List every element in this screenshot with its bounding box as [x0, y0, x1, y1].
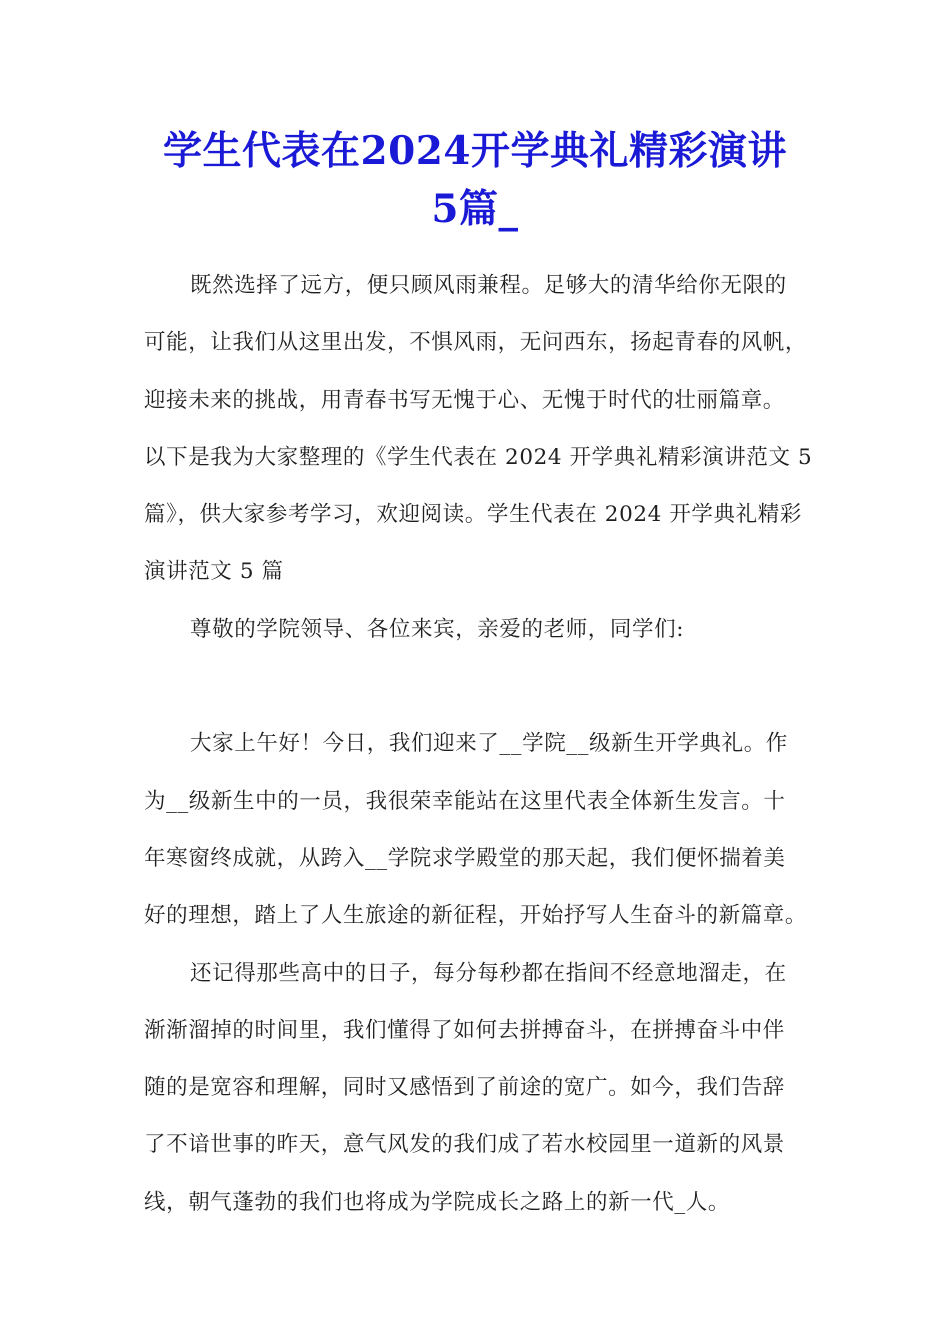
paragraph-line: 尊敬的学院领导、各位来宾，亲爱的老师，同学们:: [190, 616, 685, 642]
paragraph-line: 了不谙世事的昨天，意气风发的我们成了若水校园里一道新的风景: [144, 1132, 785, 1158]
paragraph-line: 以下是我为大家整理的《学生代表在 2024 开学典礼精彩演讲范文 5: [144, 444, 813, 470]
paragraph-line: 为__级新生中的一员，我很荣幸能站在这里代表全体新生发言。十: [144, 788, 786, 814]
paragraph: [144, 945, 812, 1231]
paragraph-line: 年寒窗终成就，从跨入__学院求学殿堂的那天起，我们便怀揣着美: [144, 845, 786, 871]
paragraph-line: 可能，让我们从这里出发，不惧风雨，无问西东，扬起青春的风帆，: [144, 330, 808, 356]
paragraph-line: 既然选择了远方，便只顾风雨兼程。足够大的清华给你无限的: [190, 273, 787, 298]
paragraph: [144, 257, 812, 601]
document-body: [144, 257, 812, 1231]
paragraph-line: 篇》，供大家参考学习，欢迎阅读。学生代表在 2024 开学典礼精彩: [144, 502, 802, 528]
blank-line: [144, 658, 812, 715]
paragraph-line: 大家上午好！今日，我们迎来了__学院__级新生开学典礼。作: [190, 731, 788, 757]
paragraph-line: 好的理想，踏上了人生旅途的新征程，开始抒写人生奋斗的新篇章。: [144, 903, 808, 929]
paragraph: [144, 601, 812, 658]
paragraph-line: 线，朝气蓬勃的我们也将成为学院成长之路上的新一代_人。: [144, 1189, 730, 1215]
title-line: 5篇_: [431, 186, 519, 232]
paragraph-line: 演讲范文 5 篇: [144, 559, 284, 585]
paragraph-line: 还记得那些高中的日子，每分每秒都在指间不经意地溜走，在: [190, 960, 787, 986]
paragraph: [144, 715, 812, 944]
paragraph-line: 渐渐溜掉的时间里，我们懂得了如何去拼搏奋斗，在拼搏奋斗中伴: [144, 1017, 785, 1043]
title-line: 学生代表在2024开学典礼精彩演讲: [162, 128, 788, 174]
paragraph-line: 迎接未来的挑战，用青春书写无愧于心、无愧于时代的壮丽篇章。: [144, 387, 785, 413]
document-title: [100, 122, 850, 238]
paragraph-line: 随的是宽容和理解，同时又感悟到了前途的宽广。如今，我们告辞: [144, 1075, 785, 1101]
